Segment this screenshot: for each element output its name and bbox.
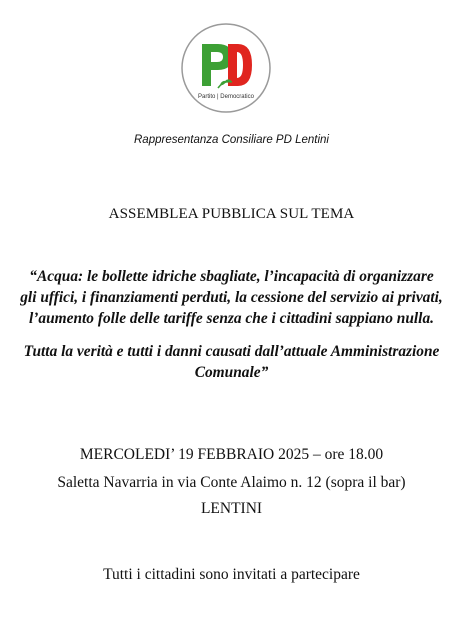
logo-text-democratico: Democratico: [220, 94, 254, 100]
logo-text-partito: Partito: [198, 94, 216, 100]
svg-text:Partito | Democr: Partito | Democratico: [198, 94, 254, 100]
assembly-heading: ASSEMBLEA PUBBLICA SUL TEMA: [108, 206, 355, 222]
pd-logo-graphic: [180, 22, 272, 114]
pd-logo: [180, 22, 272, 114]
event-date-time: MERCOLEDI’ 19 FEBBRAIO 2025 – ore 18.00: [79, 446, 384, 463]
event-city: LENTINI: [200, 500, 263, 517]
quote-paragraph-1: “Acqua: le bollette idriche sbagliate, l’incapacità di organizzare gli uffici, i finanziamenti perduti, la cessione del servizio ai privati, l’aumento folle delle tariffe senza che i cittadini sappiano nulla.: [20, 268, 443, 327]
invitation-text: Tutti i cittadini sono invitati a partecipare: [103, 566, 360, 583]
council-group-subtitle: Rappresentanza Consiliare PD Lentini: [134, 134, 329, 146]
event-location: Saletta Navarria in via Conte Alaimo n. 12 (sopra il bar): [57, 474, 406, 491]
quote-paragraph-2: Tutta la verità e tutti i danni causati dall’attuale Amministrazione Comunale”: [23, 343, 440, 381]
topic-quote: [20, 266, 443, 383]
